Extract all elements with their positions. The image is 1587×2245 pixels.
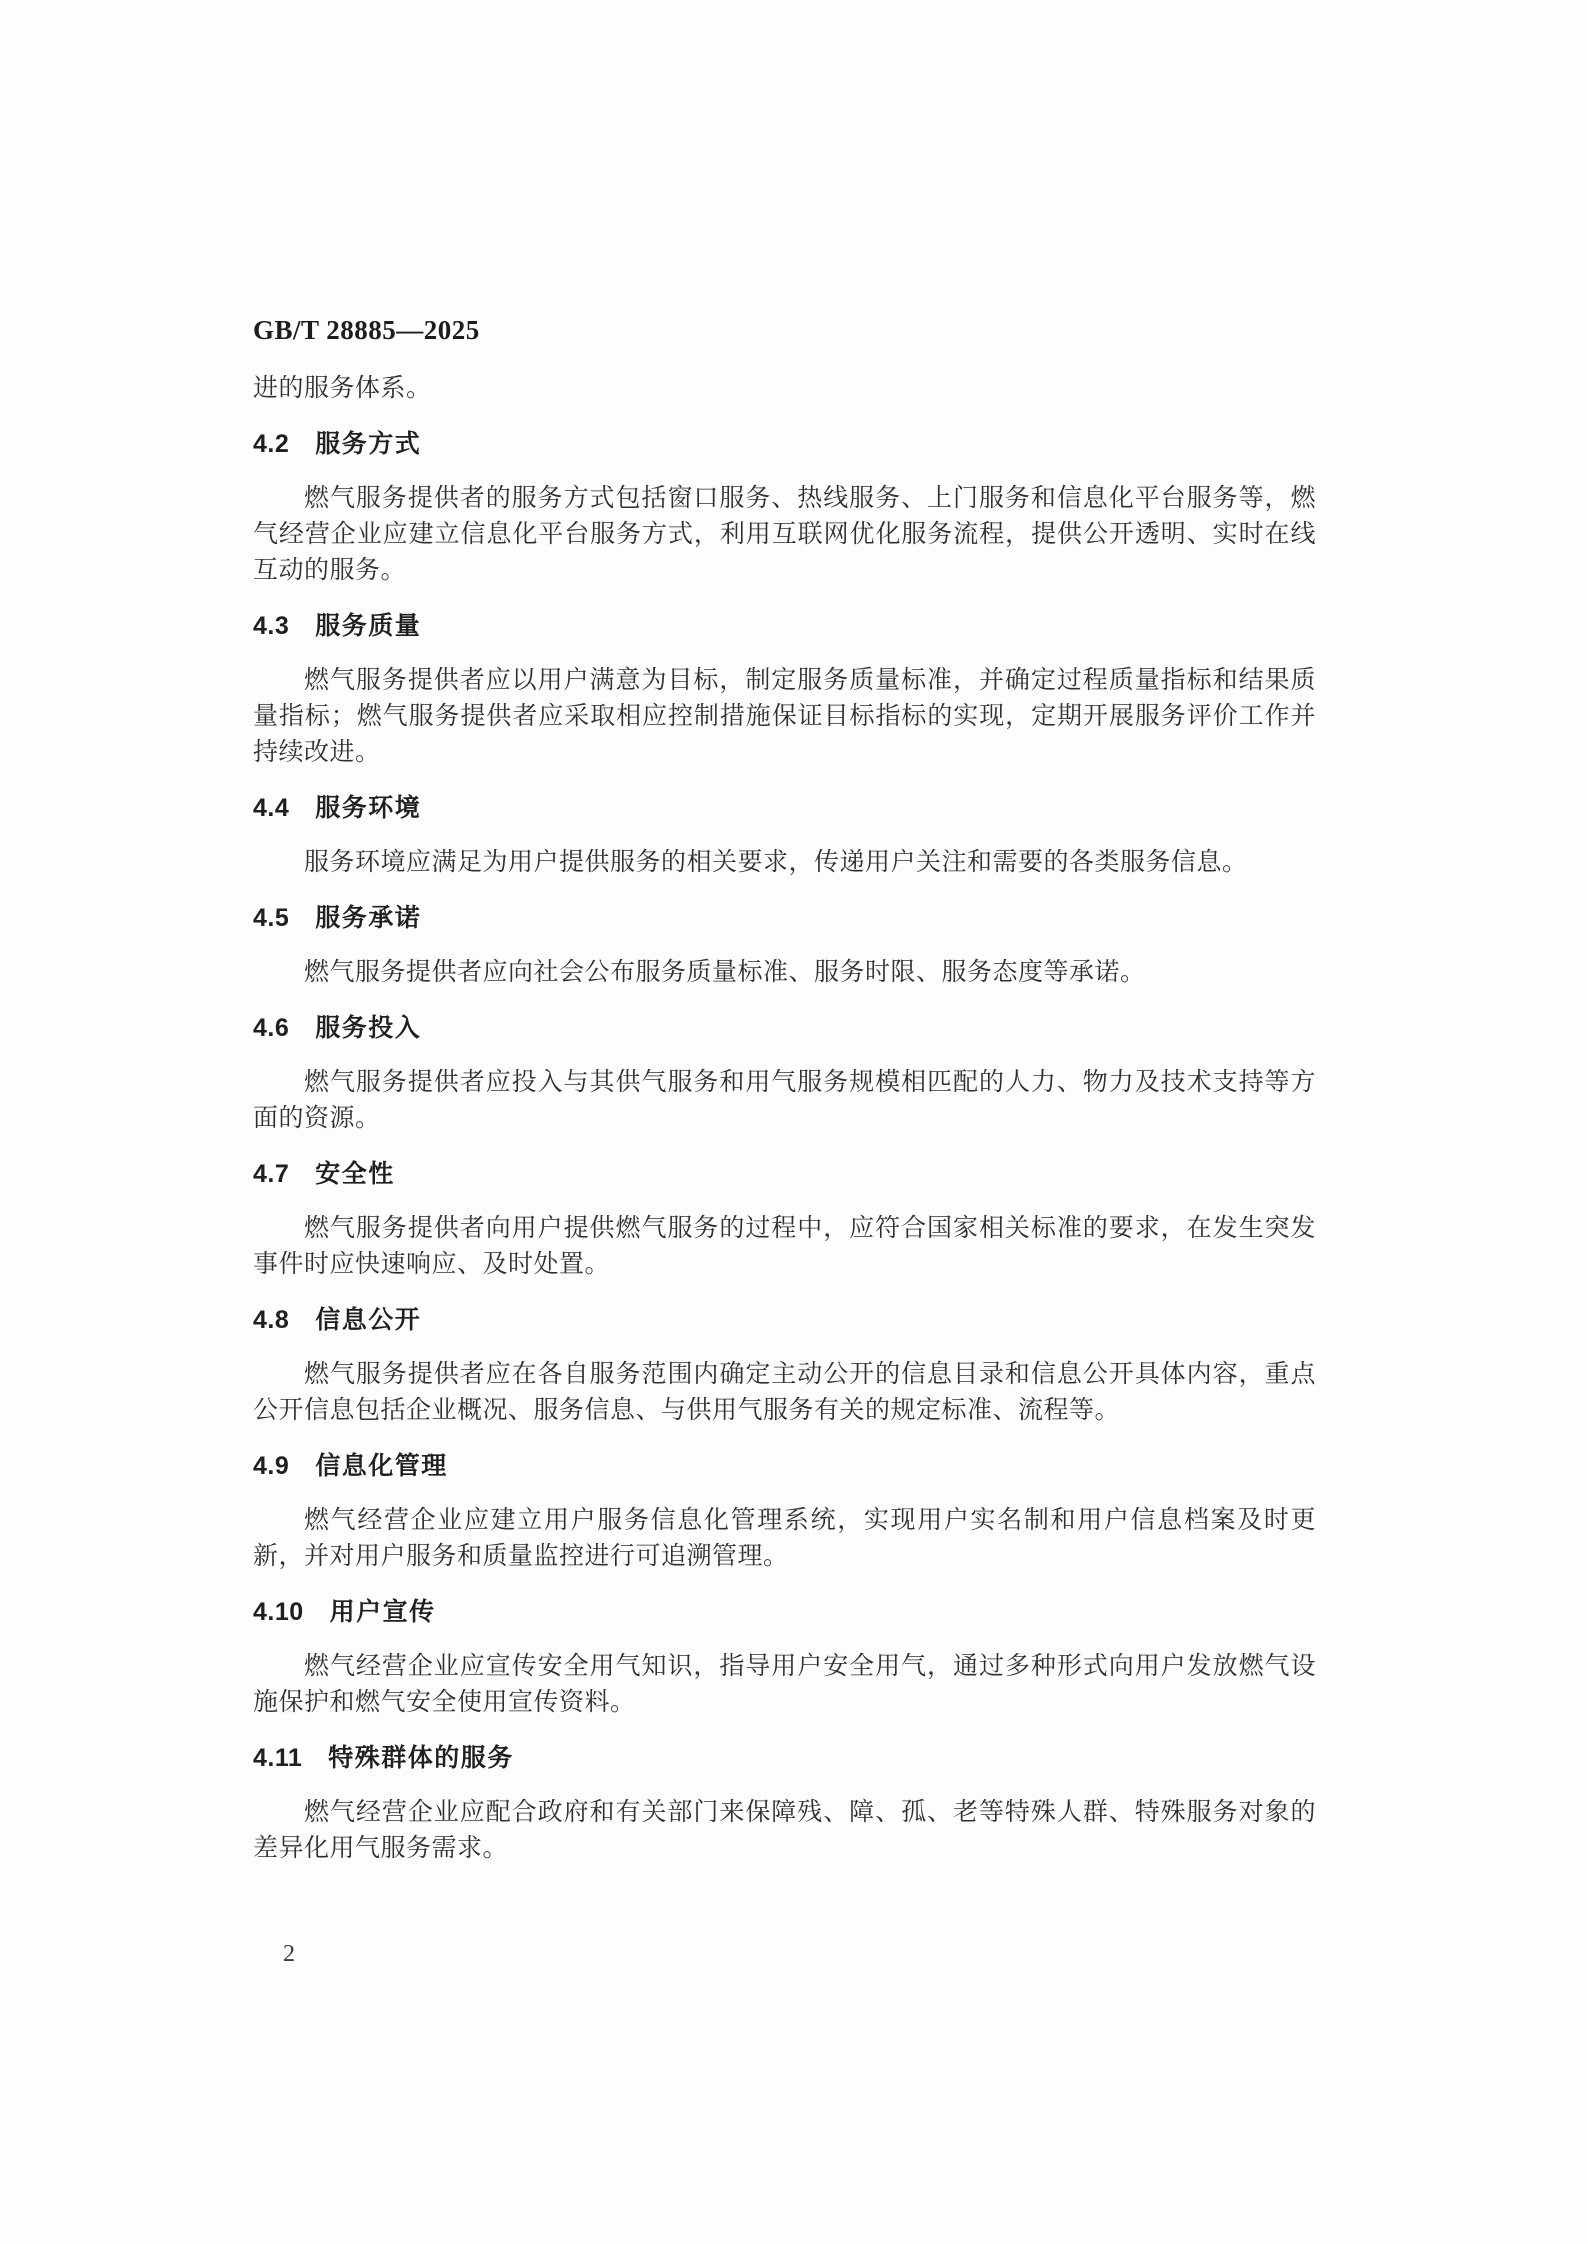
section-paragraph: 燃气经营企业应宣传安全用气知识，指导用户安全用气，通过多种形式向用户发放燃气设施保护和燃气安全使用宣传资料。 [253, 1653, 1316, 1716]
section-paragraph: 燃气经营企业应配合政府和有关部门来保障残、障、孤、老等特殊人群、特殊服务对象的差异化用气服务需求。 [253, 1799, 1316, 1862]
section-paragraph: 燃气服务提供者应在各自服务范围内确定主动公开的信息目录和信息公开具体内容，重点公开信息包括企业概况、服务信息、与供用气服务有关的规定标准、流程等。 [253, 1361, 1316, 1424]
section-number: 4.3 [253, 612, 290, 640]
section-title: 特殊群体的服务 [328, 1744, 514, 1772]
section-number: 4.5 [253, 904, 290, 932]
section [253, 1302, 1316, 1429]
section-number: 4.11 [253, 1744, 303, 1772]
section [253, 1156, 1316, 1283]
section-number: 4.9 [253, 1452, 290, 1480]
section [253, 790, 1316, 881]
section-heading [253, 900, 1316, 936]
section-title: 服务质量 [315, 612, 422, 640]
section-number: 4.2 [253, 430, 290, 458]
section [253, 608, 1316, 771]
section-heading [253, 1010, 1316, 1046]
section-number: 4.4 [253, 794, 290, 822]
section-heading [253, 1156, 1316, 1192]
section [253, 426, 1316, 589]
section-paragraph: 燃气服务提供者的服务方式包括窗口服务、热线服务、上门服务和信息化平台服务等，燃气经营企业应建立信息化平台服务方式，利用互联网优化服务流程，提供公开透明、实时在线互动的服务。 [253, 485, 1316, 584]
section-title: 信息公开 [315, 1306, 422, 1334]
continuation-paragraph: 进的服务体系。 [253, 375, 432, 402]
section-title: 服务方式 [315, 430, 422, 458]
standard-number-header: GB/T 28885—2025 [253, 315, 480, 345]
section-heading [253, 608, 1316, 644]
section-paragraph: 燃气服务提供者应投入与其供气服务和用气服务规模相匹配的人力、物力及技术支持等方面的资源。 [253, 1069, 1316, 1132]
section-title: 服务投入 [315, 1014, 422, 1042]
section-paragraph: 燃气服务提供者向用户提供燃气服务的过程中，应符合国家相关标准的要求，在发生突发事件时应快速响应、及时处置。 [253, 1215, 1316, 1278]
sections [253, 426, 1316, 1867]
section-title: 服务环境 [315, 794, 422, 822]
page-content [253, 311, 1316, 1867]
section-heading [253, 1448, 1316, 1484]
section-heading [253, 426, 1316, 462]
section-title: 安全性 [315, 1160, 395, 1188]
section-heading [253, 1594, 1316, 1630]
section [253, 1010, 1316, 1137]
section [253, 1740, 1316, 1867]
section-title: 用户宣传 [329, 1598, 436, 1626]
section-paragraph: 燃气经营企业应建立用户服务信息化管理系统，实现用户实名制和用户信息档案及时更新，并对用户服务和质量监控进行可追溯管理。 [253, 1507, 1316, 1570]
section-heading [253, 1740, 1316, 1776]
section-number: 4.6 [253, 1014, 290, 1042]
section-paragraph: 燃气服务提供者应向社会公布服务质量标准、服务时限、服务态度等承诺。 [304, 959, 1146, 986]
section-number: 4.10 [253, 1598, 304, 1626]
section-title: 信息化管理 [315, 1452, 448, 1480]
section [253, 1448, 1316, 1575]
section-heading [253, 790, 1316, 826]
section-heading [253, 1302, 1316, 1338]
section [253, 900, 1316, 991]
section-paragraph: 服务环境应满足为用户提供服务的相关要求，传递用户关注和需要的各类服务信息。 [304, 849, 1248, 876]
section-paragraph: 燃气服务提供者应以用户满意为目标，制定服务质量标准，并确定过程质量指标和结果质量指标；燃气服务提供者应采取相应控制措施保证目标指标的实现，定期开展服务评价工作并持续改进。 [253, 667, 1316, 766]
section-title: 服务承诺 [315, 904, 422, 932]
section-number: 4.7 [253, 1160, 290, 1188]
section [253, 1594, 1316, 1721]
section-number: 4.8 [253, 1306, 290, 1334]
page-number: 2 [283, 1941, 295, 1967]
